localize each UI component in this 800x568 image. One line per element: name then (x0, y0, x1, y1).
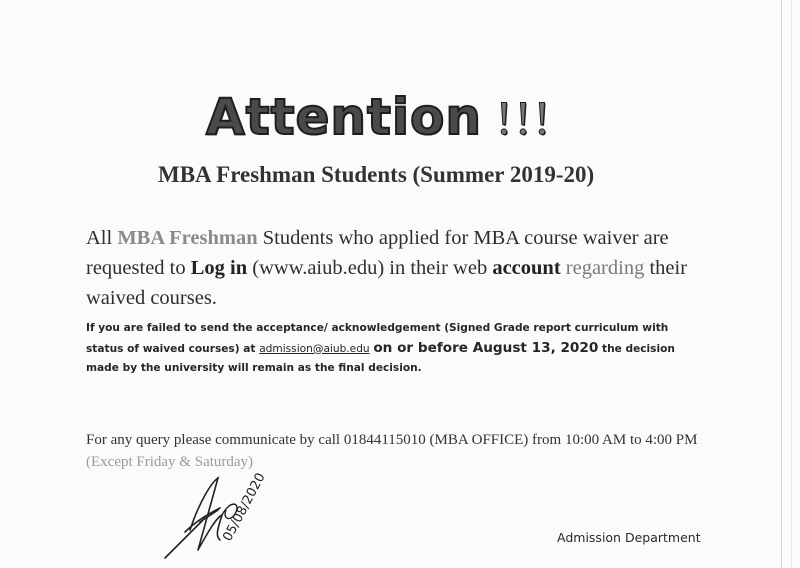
office-hours-exception: (Except Friday & Saturday) (86, 454, 254, 470)
instruction-text: the decision made by the university will remain as the final decision. (86, 342, 675, 374)
login-highlight: Log in (190, 257, 248, 279)
body-text: (www.aiub.edu) in their web (247, 257, 493, 279)
attention-word: Attention (206, 88, 482, 146)
instruction-text: If you are failed to send the acceptance/ acknowledgement (Signed Grade report curriculum with status of waived courses) at (86, 322, 669, 355)
page-edge-line (781, 0, 782, 568)
regarding-word: regarding (565, 257, 645, 279)
account-highlight: account (492, 257, 561, 279)
admission-department-label: Admission Department (557, 530, 701, 545)
query-text: For any query please communicate by call 01844115010 (MBA OFFICE) from 10:00 AM to 4:00 PM (86, 432, 698, 448)
query-contact-paragraph (86, 429, 706, 473)
page-edge-line-outer (791, 0, 792, 568)
program-highlight: MBA Freshman (117, 227, 258, 249)
attention-heading (206, 88, 553, 146)
exclamation-marks: !!! (496, 92, 553, 145)
signature-date: 05/08/2020 (220, 470, 269, 544)
notice-body-paragraph (86, 223, 726, 313)
notice-subtitle: MBA Freshman Students (Summer 2019-20) (158, 162, 595, 187)
body-text: All (86, 227, 118, 249)
deadline-text: on or before August 13, 2020 (373, 339, 599, 356)
body-text: their waived courses. (86, 257, 688, 309)
handwritten-signature (160, 470, 310, 565)
body-text: Students who applied for MBA course waiver are requested to (86, 227, 669, 279)
instruction-paragraph (86, 319, 706, 379)
admission-email-link[interactable]: admission@aiub.edu (259, 342, 370, 355)
